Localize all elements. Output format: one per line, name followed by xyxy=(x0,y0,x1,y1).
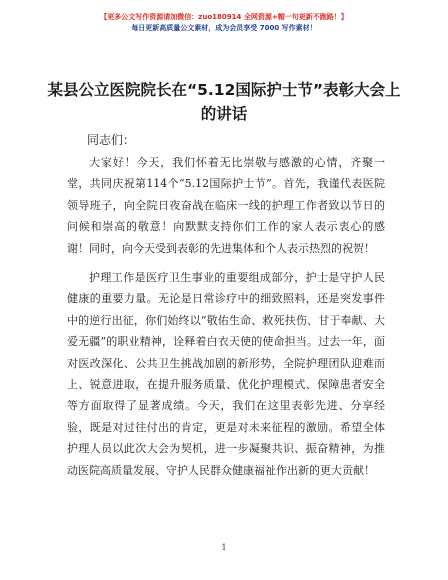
page-number: 1 xyxy=(221,543,227,552)
document-title: 某县公立医院院长在“5.12国际护士节”表彰大会上的讲话 xyxy=(47,81,401,123)
promo-banner-line-2: 每日更新高质量公文素材，成为会员享受 7000 写作素材！ xyxy=(131,24,317,32)
promo-banner xyxy=(0,12,448,34)
body-paragraph-1: 大家好！今天，我们怀着无比崇敬与感激的心情，齐聚一堂，共同庆祝第114个“5.12国际护士节”。首先，我谨代表医院领导班子，向全院日夜奋战在临床一线的护理工作者致以节日的问候和崇高的敬意！向默默支持你们工作的家人表示衷心的感谢！同时，向今天受到表彰的先进集体和个人表示热烈的祝贺！ xyxy=(67,156,385,255)
document-body xyxy=(67,152,385,489)
promo-banner-line-1: 【更多公文写作资源请加微信：zuo180914 全网资源+帽一句更新不跑路！】 xyxy=(100,13,348,21)
salutation: 同志们： xyxy=(87,133,136,147)
body-paragraph-2: 护理工作是医疗卫生事业的重要组成部分，护士是守护人民健康的重要力量。无论是日常诊疗中的细致照料，还是突发事件中的逆行出征，你们始终以“敬佑生命、救死扶伤、甘于奉献、大爱无疆”的职业精神，诠释着白衣天使的使命担当。过去一年，面对医改深化、公共卫生挑战加剧的新形势，全院护理团队迎难而上、锐意进取，在提升服务质量、优化护理模式、保障患者安全等方面取得了显著成绩。今天，我们在这里表彰先进、分享经验，既是对过往付出的肯定，更是对未来征程的激励。希望全体护理人员以此次大会为契机，进一步凝聚共识、振奋精神，为推动医院高质量发展、守护人民群众健康福祉作出新的更大贡献！ xyxy=(67,271,385,477)
